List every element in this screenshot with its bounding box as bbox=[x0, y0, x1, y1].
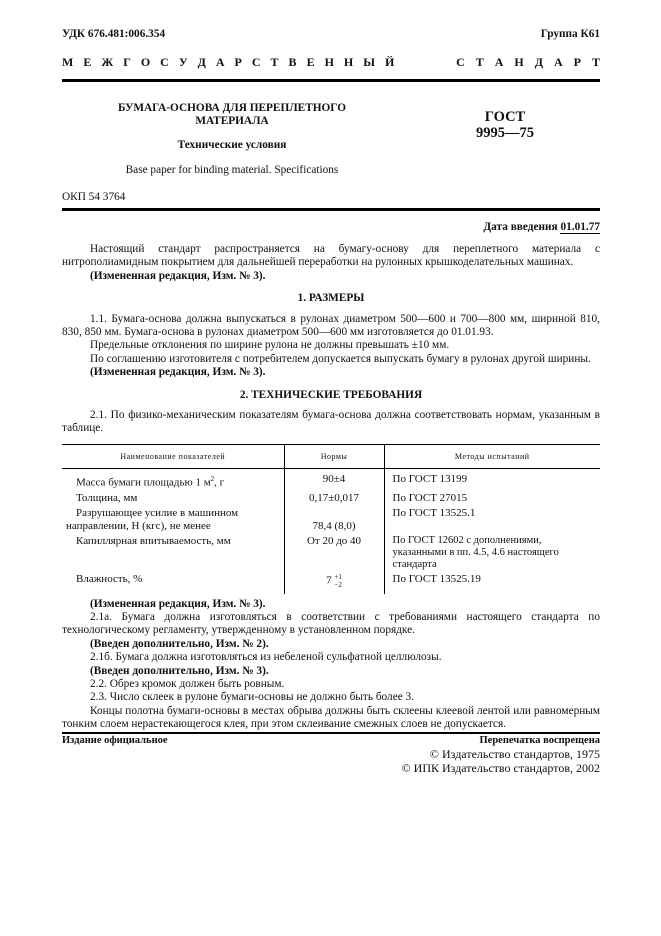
amendment-note: (Измененная редакция, Изм. № 3). bbox=[90, 269, 266, 282]
paragraph: 2.1. По физико-механическим показателям бумага-основа должна соответствовать нормам, указанным в таблице. bbox=[62, 409, 600, 435]
table-row bbox=[62, 468, 600, 490]
cell-method: По ГОСТ 12602 с дополнениями, указанными в пп. 4.5, 4.6 настоящего стандарта bbox=[384, 534, 600, 572]
header-rule bbox=[62, 79, 600, 82]
group-code: Группа К61 bbox=[540, 28, 600, 40]
title-line: БУМАГА-ОСНОВА ДЛЯ ПЕРЕПЛЕТНОГО bbox=[118, 102, 346, 114]
column-header: Нормы bbox=[284, 444, 384, 468]
cell-norm: 90±4 bbox=[284, 468, 384, 490]
paragraph: Предельные отклонения по ширине рулона не должны превышать ±10 мм. bbox=[90, 339, 450, 352]
title-line: МАТЕРИАЛА bbox=[195, 115, 269, 128]
paragraph: 2.3. Число склеек в рулоне бумаги-основы не должно быть более 3. bbox=[90, 691, 415, 704]
doc-subtitle: Технические условия bbox=[177, 139, 287, 151]
official-edition: Издание официальное bbox=[62, 734, 168, 746]
header-banner bbox=[62, 55, 604, 69]
cell-method: По ГОСТ 13199 bbox=[384, 468, 600, 490]
paragraph: По соглашению изготовителя с потребителем допускается выпускать бумагу в рулонах другой ширины. bbox=[90, 352, 591, 365]
effective-date bbox=[483, 221, 600, 234]
standard-label: С Т А Н Д А Р Т bbox=[456, 55, 604, 69]
doc-title bbox=[62, 102, 402, 129]
interstate-label: М Е Ж Г О С У Д А Р С Т В Е Н Н Ы Й bbox=[62, 55, 398, 69]
section-heading: 1. РАЗМЕРЫ bbox=[297, 292, 365, 305]
paragraph: 2.2. Обрез кромок должен быть ровным. bbox=[90, 677, 285, 690]
cell-method: По ГОСТ 13525.1 bbox=[384, 506, 600, 534]
table-header-row bbox=[62, 444, 600, 468]
paragraph: 1.1. Бумага-основа должна выпускаться в рулонах диаметром 500—600 и 700—800 мм, шириной 810, 830, 850 мм. Бумага-основа в рулонах диаметром 500—600 мм изготовляется до 01.01.93. bbox=[62, 312, 600, 339]
cell-norm: 0,17±0,017 bbox=[284, 491, 384, 506]
cell-norm: 78,4 (8,0) bbox=[284, 506, 384, 534]
amendment-note: (Введен дополнительно, Изм. № 3). bbox=[90, 664, 269, 677]
cell-name: Влажность, % bbox=[76, 572, 143, 585]
title-rule bbox=[62, 208, 600, 211]
document-body bbox=[62, 243, 600, 775]
gost-number bbox=[450, 109, 560, 141]
reprint-notice: Перепечатка воспрещена bbox=[479, 734, 600, 746]
paragraph: 2.1а. Бумага должна изготовляться в соответствии с требованиями настоящего стандарта по технологическому регламенту, утвержденному в установленном порядке. bbox=[62, 610, 600, 637]
intro-paragraph: Настоящий стандарт распространяется на бумагу-основу для переплетного материала с нитрополиамидным покрытием для дальнейшей переработки на рулонных крышкоделательных машинах. bbox=[62, 243, 600, 269]
date-label: Дата введения bbox=[483, 221, 558, 233]
paragraph: 2.1б. Бумага должна изготовляться из небеленой сульфатной целлюлозы. bbox=[90, 651, 442, 664]
table-row bbox=[62, 491, 600, 506]
cell-method: По ГОСТ 27015 bbox=[384, 491, 600, 506]
cell-name: Разрушающее усилие в машинном направлении, Н (кгс), не менее bbox=[66, 506, 239, 532]
copyright: © ИПК Издательство стандартов, 2002 bbox=[401, 761, 600, 775]
amendment-note: (Введен дополнительно, Изм. № 2). bbox=[90, 637, 269, 650]
footer-row bbox=[62, 734, 600, 747]
cell-name: Масса бумаги площадью 1 $м^2$, г bbox=[76, 474, 225, 489]
cell-name: Толщина, мм bbox=[76, 491, 138, 504]
gost-label: ГОСТ bbox=[484, 109, 526, 125]
table-row bbox=[62, 572, 600, 594]
copyright: © Издательство стандартов, 1975 bbox=[429, 747, 600, 761]
amendment-note: (Измененная редакция, Изм. № 3). bbox=[90, 597, 266, 610]
english-title: Base paper for binding material. Specifications bbox=[125, 164, 339, 176]
table-row bbox=[62, 506, 600, 534]
okp-code: ОКП 54 3764 bbox=[62, 191, 126, 203]
udk-code: УДК 676.481:006.354 bbox=[62, 28, 166, 40]
amendment-note: (Измененная редакция, Изм. № 3). bbox=[90, 366, 266, 379]
column-header: Наименование показателей bbox=[62, 444, 284, 468]
requirements-table bbox=[62, 444, 600, 594]
table-row bbox=[62, 534, 600, 572]
date-value: 01.01.77 bbox=[560, 221, 600, 233]
cell-norm: От 20 до 40 bbox=[284, 534, 384, 572]
cell-norm: 7 +1 −2 bbox=[284, 572, 384, 594]
column-header: Методы испытаний bbox=[384, 444, 600, 468]
cell-name: Капиллярная впитываемость, мм bbox=[76, 534, 231, 547]
paragraph: Концы полотна бумаги-основы в местах обрыва должны быть склеены клеевой лентой или равномерным тонким слоем нерастекающегося клея, при этом склеивание смежных слоев не допускается. bbox=[62, 704, 600, 731]
gost-code: 9995—75 bbox=[476, 125, 534, 141]
cell-method: По ГОСТ 13525.19 bbox=[384, 572, 600, 594]
section-heading: 2. ТЕХНИЧЕСКИЕ ТРЕБОВАНИЯ bbox=[239, 388, 423, 401]
